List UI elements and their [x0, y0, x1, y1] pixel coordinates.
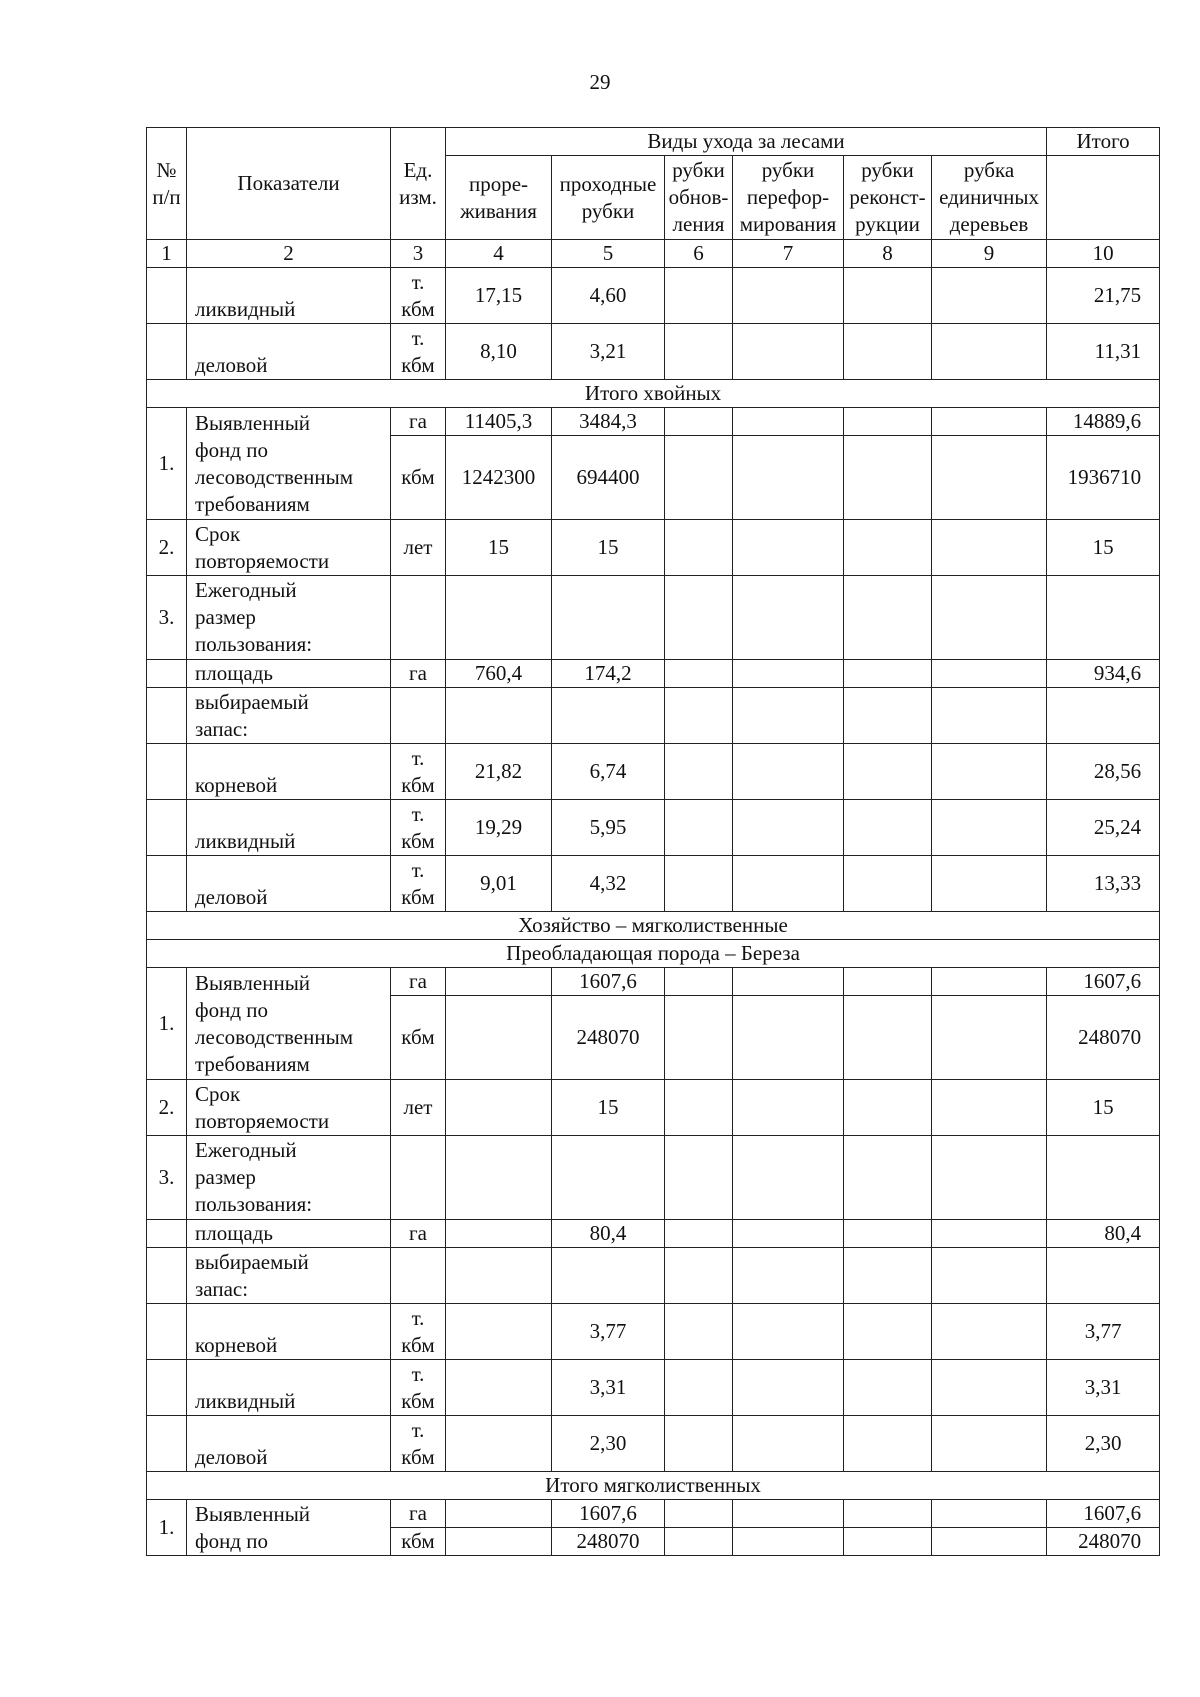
header-row-1 [147, 128, 1160, 156]
table-row: ликвидный т. кбм 19,29 5,95 25,24 [147, 800, 1160, 856]
section-title: Итого мягколиственных [147, 1472, 1160, 1500]
section-title: Итого хвойных [147, 380, 1160, 408]
section-title: Хозяйство – мягколиственные [147, 912, 1160, 940]
table-row: 2. Срок повторяемости лет 15 15 15 [147, 520, 1160, 576]
column-numbers-row: 1 2 3 4 5 6 7 8 9 10 [147, 240, 1160, 268]
table-row: деловой т. кбм 9,01 4,32 13,33 [147, 856, 1160, 912]
table-row: деловой т. кбм 8,10 3,21 11,31 [147, 324, 1160, 380]
header-type-thinning: проре- живания [446, 156, 552, 240]
header-type-passage-cutting: проходные рубки [552, 156, 665, 240]
table-row: кбм 248070 248070 [147, 996, 1160, 1080]
table-row: корневой т. кбм 21,82 6,74 28,56 [147, 744, 1160, 800]
section-row [147, 940, 1160, 968]
table-row: деловой т. кбм 2,30 2,30 [147, 1416, 1160, 1472]
header-type-single-trees: рубка единичных деревьев [932, 156, 1047, 240]
header-total-empty [1047, 156, 1160, 240]
header-no: № п/п [147, 128, 187, 240]
section-row [147, 912, 1160, 940]
table-row: 2. Срок повторяемости лет 15 15 [147, 1080, 1160, 1136]
table-row: кбм 248070 248070 [147, 1528, 1160, 1556]
header-indicators: Показатели [187, 128, 391, 240]
header-type-reconstruction: рубки реконст- рукции [844, 156, 932, 240]
table-row: 1. Выявленный фонд по лесоводственным требованиям га 11405,3 3484,3 14889,6 [147, 408, 1160, 436]
table-row: кбм 1242300 694400 1936710 [147, 436, 1160, 520]
table-row: площадь га 760,4 174,2 934,6 [147, 660, 1160, 688]
header-unit: Ед. изм. [391, 128, 446, 240]
section-title: Преобладающая порода – Береза [147, 940, 1160, 968]
table-row: площадь га 80,4 80,4 [147, 1220, 1160, 1248]
table-row: выбираемый запас: [147, 688, 1160, 744]
page-number: 29 [589, 70, 611, 94]
table-row: ликвидный т. кбм 17,15 4,60 21,75 [147, 268, 1160, 324]
table-row: 3. Ежегодный размер пользования: [147, 576, 1160, 660]
header-group-title: Виды ухода за лесами [446, 128, 1047, 156]
table-row: 1. Выявленный фонд по га 1607,6 1607,6 [147, 1500, 1160, 1528]
forest-care-table [146, 127, 1160, 1556]
table-row: выбираемый запас: [147, 1248, 1160, 1304]
table-row: 1. Выявленный фонд по лесоводственным требованиям га 1607,6 1607,6 [147, 968, 1160, 996]
section-row [147, 1472, 1160, 1500]
section-row [147, 380, 1160, 408]
header-type-reformation: рубки перефор- мирования [733, 156, 844, 240]
header-type-renewal: рубки обнов- ления [665, 156, 733, 240]
table-row: ликвидный т. кбм 3,31 3,31 [147, 1360, 1160, 1416]
header-total: Итого [1047, 128, 1160, 156]
table-row: корневой т. кбм 3,77 3,77 [147, 1304, 1160, 1360]
table-row: 3. Ежегодный размер пользования: [147, 1136, 1160, 1220]
